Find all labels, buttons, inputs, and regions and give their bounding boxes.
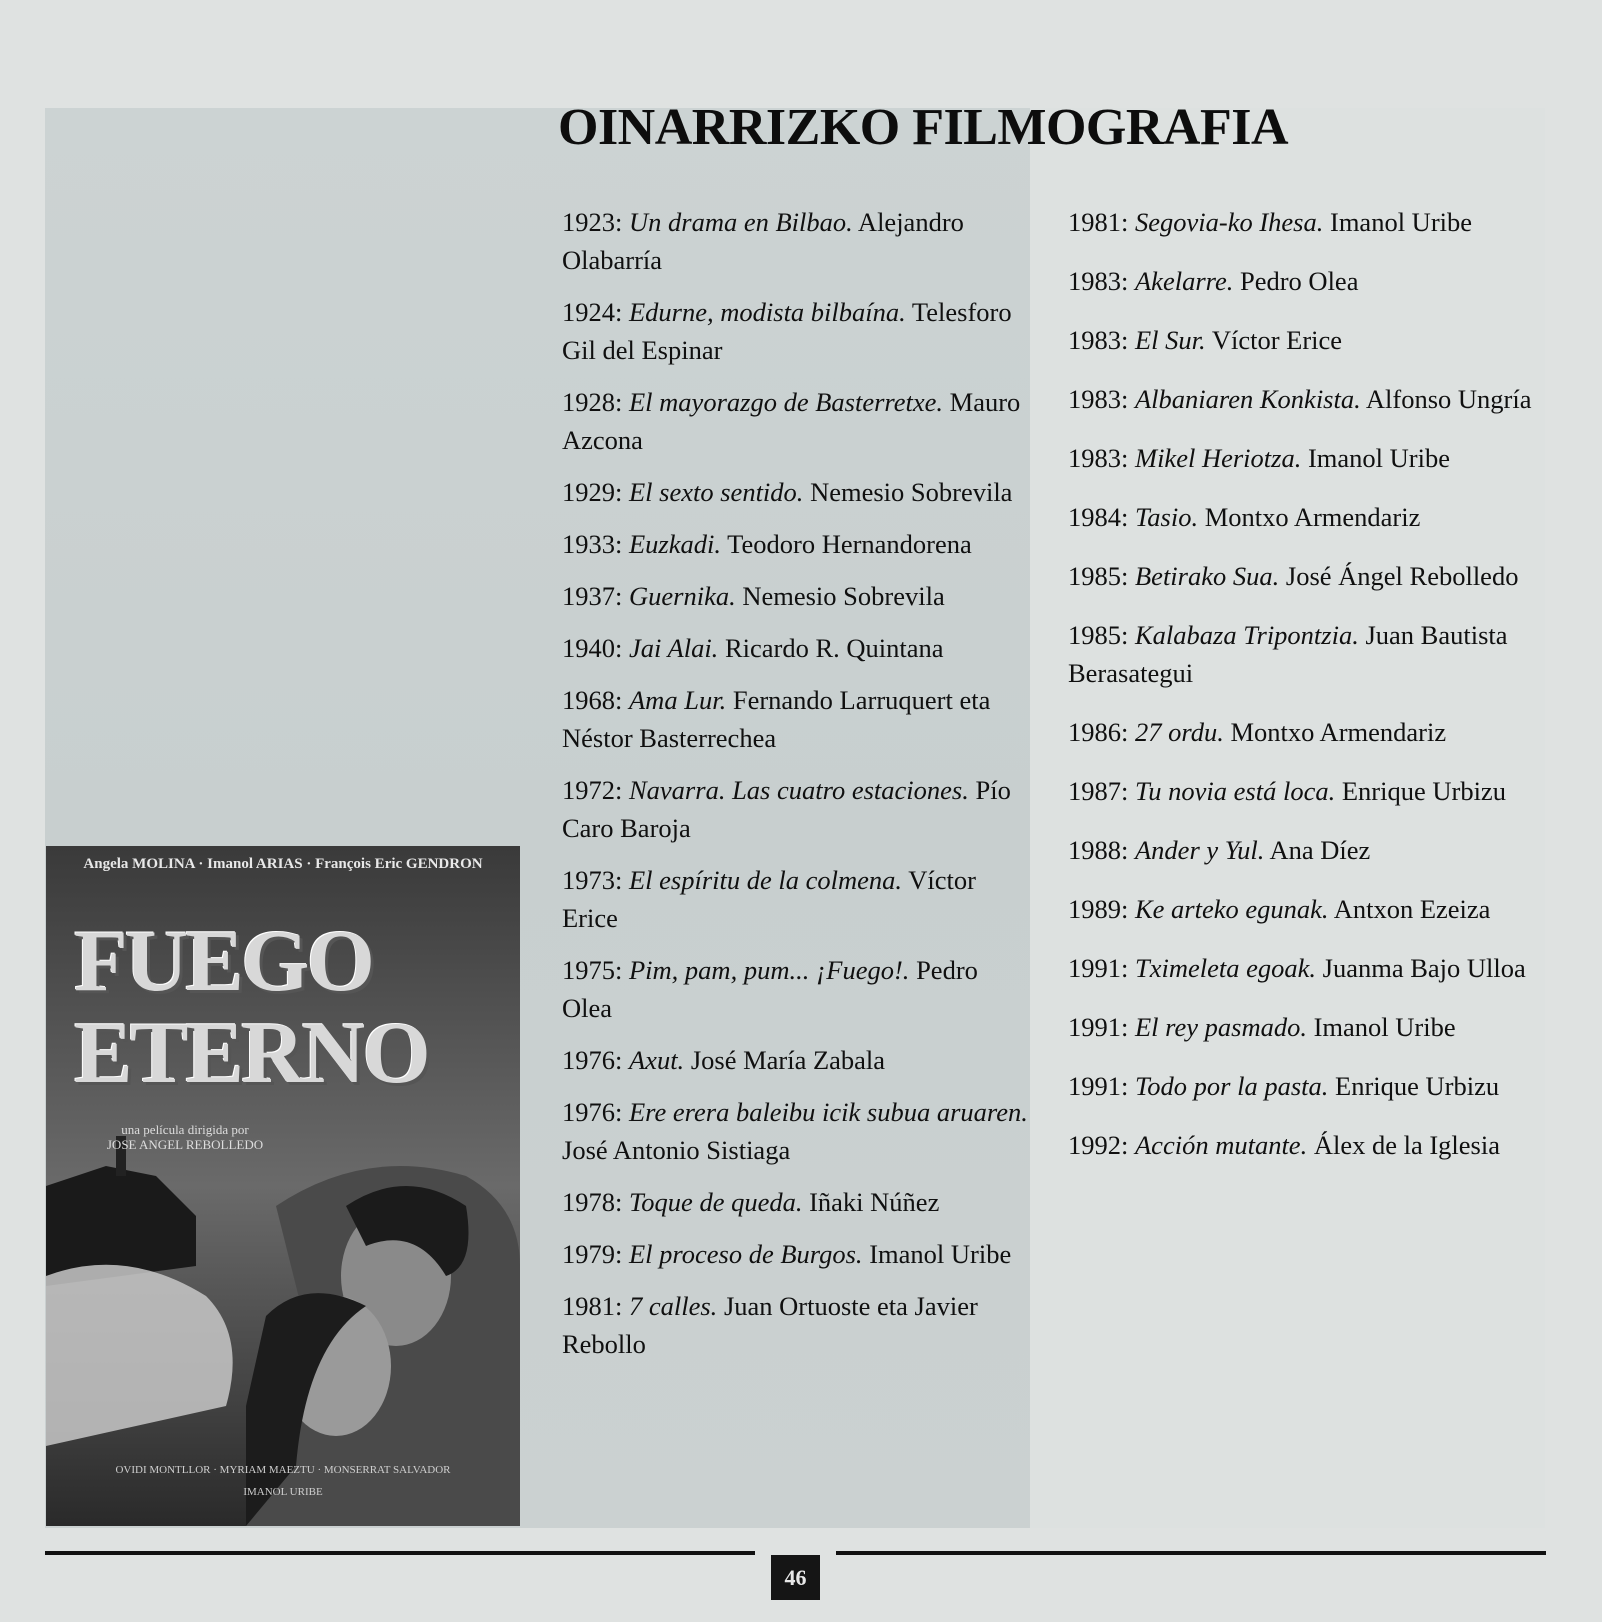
- entry-film-title: Jai Alai.: [629, 633, 719, 663]
- entry-director: Juan Ortuoste eta Javier Rebollo: [562, 1291, 978, 1359]
- entry-film-title: Ere erera baleibu icik subua aruaren.: [629, 1097, 1028, 1127]
- entry-film-title: Akelarre.: [1135, 266, 1234, 296]
- entry-director: Nemesio Sobrevila: [735, 581, 945, 611]
- filmography-entry: [562, 861, 1032, 937]
- filmography-entry: [562, 203, 1032, 279]
- filmography-entry: [562, 577, 1032, 615]
- entry-director: Fernando Larruquert eta Néstor Basterrechea: [562, 685, 991, 753]
- entry-film-title: Euzkadi.: [629, 529, 721, 559]
- entry-director: Alejandro Olabarría: [562, 207, 964, 275]
- filmography-entry: [1068, 1126, 1548, 1164]
- entry-film-title: Albaniaren Konkista.: [1135, 384, 1361, 414]
- poster-title: [74, 913, 504, 1102]
- entry-film-title: Edurne, modista bilbaína.: [629, 297, 906, 327]
- entry-film-title: Ander y Yul.: [1135, 835, 1265, 865]
- entry-film-title: Segovia-ko Ihesa.: [1135, 207, 1324, 237]
- filmography-entry: [1068, 772, 1548, 810]
- filmography-entry: [1068, 616, 1548, 692]
- filmography-entry: [562, 951, 1032, 1027]
- entry-year: 1981:: [1068, 207, 1135, 237]
- entry-year: 1983:: [1068, 384, 1135, 414]
- entry-director: Iñaki Núñez: [802, 1187, 940, 1217]
- filmography-entry: [562, 1183, 1032, 1221]
- entry-director: José Antonio Sistiaga: [562, 1135, 791, 1165]
- entry-film-title: Un drama en Bilbao.: [629, 207, 853, 237]
- entry-film-title: El proceso de Burgos.: [629, 1239, 863, 1269]
- entry-film-title: Ama Lur.: [629, 685, 727, 715]
- entry-year: 1981:: [562, 1291, 629, 1321]
- entry-year: 1991:: [1068, 1071, 1135, 1101]
- entry-director: Enrique Urbizu: [1328, 1071, 1500, 1101]
- poster-director-line1: una película dirigida por: [121, 1122, 249, 1137]
- entry-director: Pío Caro Baroja: [562, 775, 1011, 843]
- entry-film-title: 7 calles.: [629, 1291, 718, 1321]
- filmography-entry: [562, 383, 1032, 459]
- entry-director: Mauro Azcona: [562, 387, 1021, 455]
- entry-year: 1985:: [1068, 620, 1135, 650]
- poster-director-line2: JOSE ANGEL REBOLLEDO: [106, 1137, 264, 1152]
- entry-year: 1983:: [1068, 325, 1135, 355]
- entry-film-title: Acción mutante.: [1135, 1130, 1308, 1160]
- entry-film-title: Kalabaza Tripontzia.: [1135, 620, 1359, 650]
- filmography-entry: [562, 771, 1032, 847]
- entry-year: 1991:: [1068, 953, 1135, 983]
- entry-film-title: Tximeleta egoak.: [1135, 953, 1317, 983]
- entry-year: 1992:: [1068, 1130, 1135, 1160]
- filmography-entry: [1068, 557, 1548, 595]
- filmography-entry: [1068, 321, 1548, 359]
- filmography-entry: [562, 681, 1032, 757]
- entry-film-title: El espíritu de la colmena.: [629, 865, 903, 895]
- entry-year: 1968:: [562, 685, 629, 715]
- entry-director: Ana Díez: [1264, 835, 1371, 865]
- poster-director: [90, 1122, 280, 1152]
- page-title: OINARRIZKO FILMOGRAFIA: [558, 99, 1289, 156]
- entry-director: Imanol Uribe: [862, 1239, 1012, 1269]
- entry-year: 1924:: [562, 297, 629, 327]
- entry-film-title: El rey pasmado.: [1135, 1012, 1307, 1042]
- filmography-entry: [1068, 1008, 1548, 1046]
- filmography-entry: [1068, 713, 1548, 751]
- filmography-entry: [562, 629, 1032, 667]
- filmography-entry: [1068, 1067, 1548, 1105]
- entry-director: Montxo Armendariz: [1223, 717, 1447, 747]
- filmography-entry: [562, 1093, 1032, 1169]
- entry-year: 1923:: [562, 207, 629, 237]
- entry-year: 1933:: [562, 529, 629, 559]
- filmography-entry: [1068, 949, 1548, 987]
- entry-film-title: Todo por la pasta.: [1135, 1071, 1329, 1101]
- entry-director: Víctor Erice: [562, 865, 976, 933]
- entry-film-title: Pim, pam, pum... ¡Fuego!.: [629, 955, 910, 985]
- entry-year: 1988:: [1068, 835, 1135, 865]
- entry-film-title: Mikel Heriotza.: [1135, 443, 1302, 473]
- entry-year: 1989:: [1068, 894, 1135, 924]
- entry-film-title: Tu novia está loca.: [1135, 776, 1336, 806]
- filmography-entry: [1068, 380, 1548, 418]
- poster-producer: IMANOL URIBE: [243, 1486, 323, 1498]
- entry-year: 1976:: [562, 1097, 629, 1127]
- entry-film-title: Toque de queda.: [629, 1187, 803, 1217]
- poster-title-line1: FUEGO: [74, 913, 372, 1010]
- filmography-entry: [1068, 890, 1548, 928]
- poster-title-line2: ETERNO: [74, 1005, 428, 1102]
- entry-film-title: Navarra. Las cuatro estaciones.: [629, 775, 969, 805]
- entry-director: José María Zabala: [684, 1045, 886, 1075]
- entry-film-title: Ke arteko egunak.: [1135, 894, 1329, 924]
- poster-cast-top: Angela MOLINA · Imanol ARIAS · François Eric GENDRON: [83, 856, 483, 872]
- filmography-entry: [562, 1041, 1032, 1079]
- entry-year: 1937:: [562, 581, 629, 611]
- entry-film-title: 27 ordu.: [1135, 717, 1224, 747]
- entry-director: Juan Bautista Berasategui: [1068, 620, 1508, 688]
- entry-film-title: Axut.: [629, 1045, 685, 1075]
- entry-film-title: Betirako Sua.: [1135, 561, 1280, 591]
- entry-film-title: El mayorazgo de Basterretxe.: [629, 387, 944, 417]
- poster-cast-bottom: OVIDI MONTLLOR · MYRIAM MAEZTU · MONSERRAT SALVADOR: [115, 1464, 451, 1476]
- filmography-entry: [1068, 498, 1548, 536]
- entry-director: Juanma Bajo Ulloa: [1316, 953, 1526, 983]
- filmography-entry: [562, 1235, 1032, 1273]
- entry-year: 1985:: [1068, 561, 1135, 591]
- filmography-left-column: [562, 203, 1032, 1377]
- entry-year: 1929:: [562, 477, 629, 507]
- entry-film-title: Tasio.: [1135, 502, 1199, 532]
- entry-year: 1983:: [1068, 443, 1135, 473]
- entry-film-title: El sexto sentido.: [629, 477, 804, 507]
- entry-director: Imanol Uribe: [1323, 207, 1473, 237]
- entry-year: 1986:: [1068, 717, 1135, 747]
- entry-year: 1983:: [1068, 266, 1135, 296]
- entry-year: 1940:: [562, 633, 629, 663]
- entry-year: 1979:: [562, 1239, 629, 1269]
- filmography-entry: [562, 525, 1032, 563]
- entry-film-title: Guernika.: [629, 581, 736, 611]
- entry-director: Pedro Olea: [562, 955, 978, 1023]
- filmography-entry: [1068, 262, 1548, 300]
- entry-director: Nemesio Sobrevila: [803, 477, 1013, 507]
- entry-year: 1987:: [1068, 776, 1135, 806]
- entry-director: Ricardo R. Quintana: [718, 633, 944, 663]
- entry-year: 1978:: [562, 1187, 629, 1217]
- footer-rule-right: [836, 1551, 1546, 1555]
- filmography-entry: [562, 1287, 1032, 1363]
- entry-director: Enrique Urbizu: [1335, 776, 1506, 806]
- entry-year: 1975:: [562, 955, 629, 985]
- entry-director: Víctor Erice: [1205, 325, 1343, 355]
- entry-year: 1991:: [1068, 1012, 1135, 1042]
- filmography-right-column: [1068, 203, 1548, 1185]
- filmography-entry: [1068, 439, 1548, 477]
- entry-director: Imanol Uribe: [1306, 1012, 1456, 1042]
- footer-rule-left: [45, 1551, 755, 1555]
- entry-year: 1976:: [562, 1045, 629, 1075]
- filmography-entry: [562, 473, 1032, 511]
- entry-director: Antxon Ezeiza: [1328, 894, 1491, 924]
- entry-year: 1972:: [562, 775, 629, 805]
- filmography-entry: [1068, 831, 1548, 869]
- filmography-entry: [562, 293, 1032, 369]
- entry-director: Alfonso Ungría: [1360, 384, 1532, 414]
- entry-year: 1984:: [1068, 502, 1135, 532]
- film-poster: [46, 846, 520, 1526]
- entry-director: Montxo Armendariz: [1198, 502, 1421, 532]
- entry-director: José Ángel Rebolledo: [1279, 561, 1519, 591]
- entry-director: Álex de la Iglesia: [1307, 1130, 1500, 1160]
- entry-director: Teodoro Hernandorena: [721, 529, 972, 559]
- filmography-entry: [1068, 203, 1548, 241]
- entry-director: Imanol Uribe: [1301, 443, 1450, 473]
- entry-director: Pedro Olea: [1233, 266, 1359, 296]
- entry-director: Telesforo Gil del Espinar: [562, 297, 1012, 365]
- entry-year: 1973:: [562, 865, 629, 895]
- page-number: 46: [771, 1555, 820, 1600]
- entry-film-title: El Sur.: [1135, 325, 1206, 355]
- entry-year: 1928:: [562, 387, 629, 417]
